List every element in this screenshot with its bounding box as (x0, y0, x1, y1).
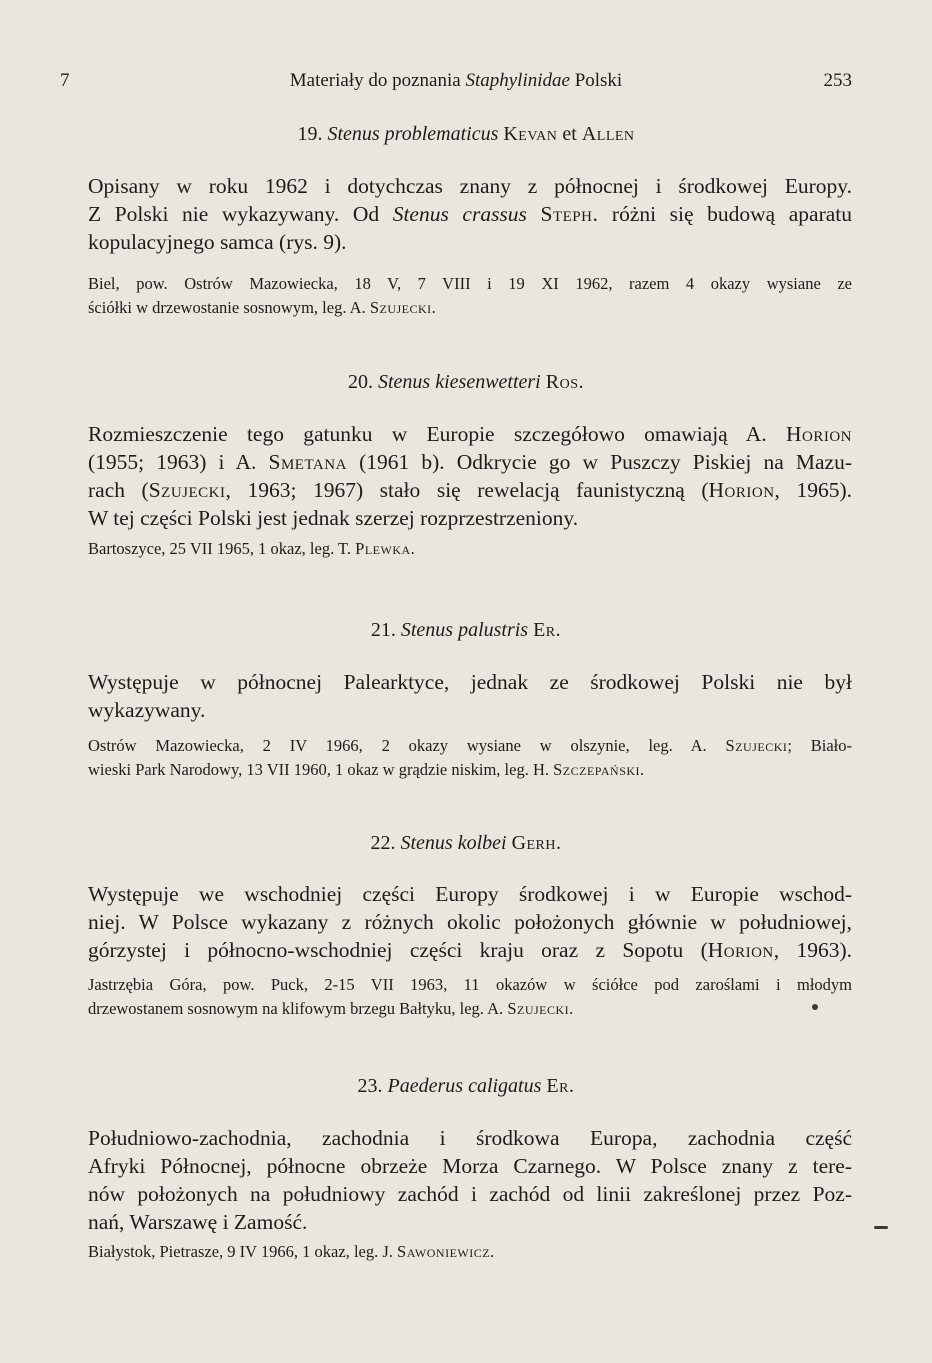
section-title-20: 20. Stenus kiesenwetteri Ros. (348, 371, 584, 393)
section-23-record: Białystok, Pietrasze, 9 IV 1966, 1 okaz, leg. J. Sawoniewicz. (88, 1242, 495, 1261)
scan-artifact-dot (812, 1004, 818, 1010)
section-22-record: Jastrzębia Góra, pow. Puck, 2-15 VII 1963, 11 okazów w ściółce pod zaroślami i młodym drzewostanem sosnowym na klifowym brzegu Bałtyku, leg. A. Szujecki. (88, 975, 852, 1018)
section-title-19: 19. Stenus problematicus Kevan et Allen (297, 123, 635, 145)
page-number-left: 7 (60, 70, 70, 91)
section-21-body: Występuje w północnej Palearktyce, jednak ze środkowej Polski nie był wykazywany. (88, 670, 852, 722)
section-title-23: 23. Paederus caligatus Er. (357, 1075, 575, 1097)
section-19-record: Biel, pow. Ostrów Mazowiecka, 18 V, 7 VIII i 19 XI 1962, razem 4 okazy wysiane ze ściółki w drzewostanie sosnowym, leg. A. Szujecki. (88, 274, 852, 317)
section-20-body: Rozmieszczenie tego gatunku w Europie szczegółowo omawiają A. Horion (1955; 1963) i A. Smetana (1961 b). Odkrycie go w Puszczy Piskiej na Mazu- rach (Szujecki, 1963; 1967) stało się rewelacją faunistyczną (Horion, 1965). W tej części Polski jest jednak szerzej rozprzestrzeniony. (88, 422, 853, 530)
section-23-body: Południowo-zachodnia, zachodnia i środkowa Europa, zachodnia część Afryki Północnej, północne obrzeże Morza Czarnego. W Polsce znany z tere- nów położonych na południowy zachód i zachód od linii zakreślonej przez Poz- nań, Warszawę i Zamość. (88, 1126, 852, 1234)
section-21-record: Ostrów Mazowiecka, 2 IV 1966, 2 okazy wysiane w olszynie, leg. A. Szujecki; Biało- wieski Park Narodowy, 13 VII 1960, 1 okaz w grądzie niskim, leg. H. Szczepański. (88, 736, 853, 779)
section-title-22: 22. Stenus kolbei Gerh. (370, 832, 562, 854)
section-20-record: Bartoszyce, 25 VII 1965, 1 okaz, leg. T. Plewka. (88, 539, 416, 558)
section-22-body: Występuje we wschodniej części Europy środkowej i w Europie wschod- niej. W Polsce wykazany z różnych okolic położonych głównie w południowej, górzystej i północno-wschodniej części kraju oraz z Sopotu (Horion, 1963). (88, 882, 852, 962)
section-title-21: 21. Stenus palustris Er. (370, 619, 562, 641)
scan-artifact-dash (874, 1226, 888, 1229)
page-number-right: 253 (823, 70, 852, 91)
running-header (60, 70, 852, 96)
running-title: Materiały do poznania Staphylinidae Polski (289, 70, 623, 91)
section-19-body: Opisany w roku 1962 i dotychczas znany z północnej i środkowej Europy. Z Polski nie wykazywany. Od Stenus crassus Steph. różni się budową aparatu kopulacyjnego samca (rys. 9). (88, 174, 853, 254)
